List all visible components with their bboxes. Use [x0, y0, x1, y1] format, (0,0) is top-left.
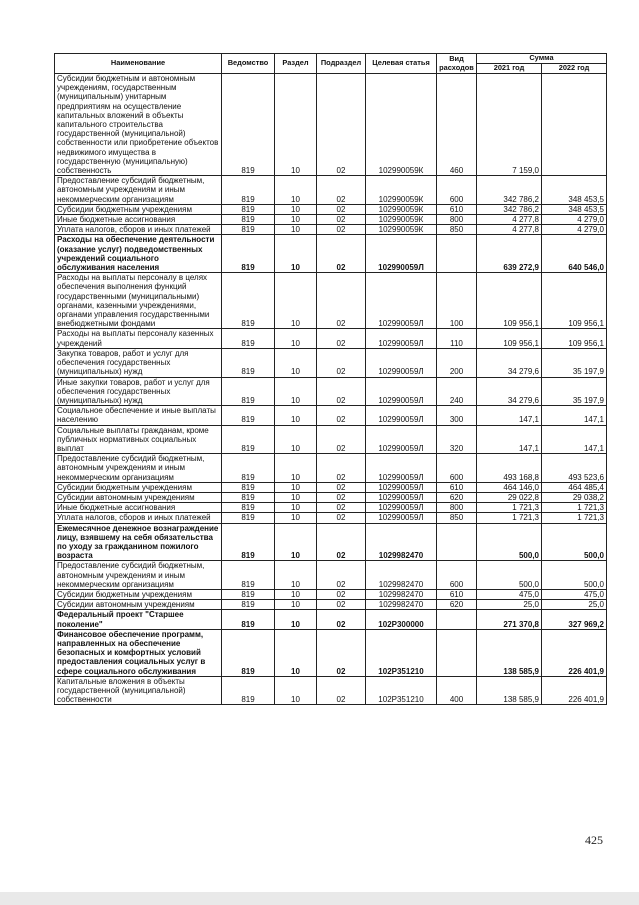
- row-razdel: 10: [275, 629, 317, 676]
- row-razdel: 10: [275, 273, 317, 329]
- row-sum-2022: 327 969,2: [542, 610, 607, 629]
- table-row: [55, 329, 607, 348]
- row-expense-type: [437, 235, 477, 273]
- row-name: Предоставление субсидий бюджетным, автономным учреждениям и иным некоммерческим организациям: [55, 454, 222, 483]
- row-expense-type: 600: [437, 176, 477, 205]
- budget-table-sheet: [54, 53, 607, 705]
- row-name: Расходы на выплаты персоналу казенных учреждений: [55, 329, 222, 348]
- row-podrazdel: 02: [317, 348, 366, 377]
- row-podrazdel: 02: [317, 235, 366, 273]
- row-expense-type: 620: [437, 600, 477, 610]
- table-row: [55, 513, 607, 523]
- row-name: Социальные выплаты гражданам, кроме публичных нормативных социальных выплат: [55, 425, 222, 454]
- row-podrazdel: 02: [317, 454, 366, 483]
- row-sum-2022: 226 401,9: [542, 629, 607, 676]
- row-expense-type: 620: [437, 492, 477, 502]
- row-target-item: 102990059Л: [366, 348, 437, 377]
- row-sum-2021: 109 956,1: [477, 329, 542, 348]
- row-razdel: 10: [275, 482, 317, 492]
- row-name: Предоставление субсидий бюджетным, автономным учреждениям и иным некоммерческим организациям: [55, 176, 222, 205]
- table-row: [55, 225, 607, 235]
- row-sum-2022: 4 279,0: [542, 215, 607, 225]
- header-target-item: Целевая статья: [366, 54, 437, 74]
- row-razdel: 10: [275, 329, 317, 348]
- row-name: Федеральный проект "Старшее поколение": [55, 610, 222, 629]
- row-name: Социальное обеспечение и иные выплаты населению: [55, 406, 222, 425]
- row-sum-2022: 4 279,0: [542, 225, 607, 235]
- row-sum-2022: 475,0: [542, 589, 607, 599]
- row-name: Расходы на обеспечение деятельности (оказание услуг) подведомственных учреждений социального обслуживания населения: [55, 235, 222, 273]
- row-razdel: 10: [275, 561, 317, 590]
- row-ved: 819: [222, 74, 275, 176]
- row-sum-2022: 348 453,5: [542, 176, 607, 205]
- table-row: [55, 676, 607, 705]
- row-name: Субсидии бюджетным и автономным учреждениям, государственным (муниципальным) унитарным предприятиям на осуществление капитальных вложений в объекты капитального строительства государственной (муниципальной) собственности или приобретение объектов недвижимого имущества в государственную (муниципальную) собственность: [55, 74, 222, 176]
- row-name: Иные закупки товаров, работ и услуг для обеспечения государственных (муниципальных) нужд: [55, 377, 222, 406]
- table-row: [55, 74, 607, 176]
- row-sum-2021: 138 585,9: [477, 676, 542, 705]
- row-razdel: 10: [275, 176, 317, 205]
- row-sum-2021: 29 022,8: [477, 492, 542, 502]
- header-2022: 2022 год: [542, 64, 607, 74]
- page-number: 425: [585, 833, 603, 847]
- row-ved: 819: [222, 482, 275, 492]
- row-razdel: 10: [275, 589, 317, 599]
- row-razdel: 10: [275, 454, 317, 483]
- row-sum-2022: 25,0: [542, 600, 607, 610]
- row-ved: 819: [222, 377, 275, 406]
- row-sum-2021: 34 279,6: [477, 377, 542, 406]
- row-sum-2022: 500,0: [542, 523, 607, 561]
- table-row: [55, 492, 607, 502]
- row-razdel: 10: [275, 204, 317, 214]
- row-target-item: 102990059К: [366, 204, 437, 214]
- row-razdel: 10: [275, 513, 317, 523]
- row-target-item: 1029982470: [366, 523, 437, 561]
- row-expense-type: 200: [437, 348, 477, 377]
- row-ved: 819: [222, 204, 275, 214]
- budget-table: [54, 53, 607, 705]
- row-sum-2022: 109 956,1: [542, 329, 607, 348]
- row-name: Расходы на выплаты персоналу в целях обеспечения выполнения функций государственными (муниципальными) органами, казенными учреждениями, органами управления государственными внебюджетными фондами: [55, 273, 222, 329]
- row-expense-type: 100: [437, 273, 477, 329]
- row-target-item: 102990059К: [366, 74, 437, 176]
- row-target-item: 102990059Л: [366, 329, 437, 348]
- row-razdel: 10: [275, 377, 317, 406]
- row-target-item: 102990059Л: [366, 492, 437, 502]
- row-target-item: 1029982470: [366, 561, 437, 590]
- row-expense-type: 460: [437, 74, 477, 176]
- table-row: [55, 377, 607, 406]
- row-name: Субсидии автономным учреждениям: [55, 600, 222, 610]
- row-sum-2021: 7 159,0: [477, 74, 542, 176]
- row-razdel: 10: [275, 235, 317, 273]
- row-target-item: 102990059Л: [366, 482, 437, 492]
- row-name: Закупка товаров, работ и услуг для обеспечения государственных (муниципальных) нужд: [55, 348, 222, 377]
- row-sum-2021: 138 585,9: [477, 629, 542, 676]
- row-podrazdel: 02: [317, 176, 366, 205]
- table-row: [55, 204, 607, 214]
- row-podrazdel: 02: [317, 600, 366, 610]
- row-sum-2022: 226 401,9: [542, 676, 607, 705]
- row-name: Ежемесячное денежное вознаграждение лицу, взявшему на себя обязательства по уходу за гражданином пожилого возраста: [55, 523, 222, 561]
- table-row: [55, 610, 607, 629]
- row-sum-2022: 464 485,4: [542, 482, 607, 492]
- row-sum-2022: 147,1: [542, 425, 607, 454]
- header-expense-type: Вид расходов: [437, 54, 477, 74]
- row-podrazdel: 02: [317, 561, 366, 590]
- row-target-item: 1029982470: [366, 589, 437, 599]
- row-razdel: 10: [275, 348, 317, 377]
- row-expense-type: 400: [437, 676, 477, 705]
- row-podrazdel: 02: [317, 74, 366, 176]
- row-sum-2021: 342 786,2: [477, 176, 542, 205]
- row-target-item: 102990059Л: [366, 273, 437, 329]
- row-target-item: 102990059Л: [366, 513, 437, 523]
- row-ved: 819: [222, 589, 275, 599]
- row-ved: 819: [222, 329, 275, 348]
- row-sum-2022: 109 956,1: [542, 273, 607, 329]
- row-sum-2021: 500,0: [477, 561, 542, 590]
- row-podrazdel: 02: [317, 225, 366, 235]
- table-row: [55, 454, 607, 483]
- bottom-strip: [0, 892, 639, 905]
- row-ved: 819: [222, 176, 275, 205]
- row-name: Иные бюджетные ассигнования: [55, 503, 222, 513]
- row-sum-2022: 1 721,3: [542, 513, 607, 523]
- row-ved: 819: [222, 225, 275, 235]
- row-expense-type: 600: [437, 454, 477, 483]
- row-expense-type: 240: [437, 377, 477, 406]
- row-razdel: 10: [275, 492, 317, 502]
- row-ved: 819: [222, 610, 275, 629]
- header-podrazdel: Подраздел: [317, 54, 366, 74]
- row-sum-2021: 147,1: [477, 406, 542, 425]
- table-row: [55, 482, 607, 492]
- row-ved: 819: [222, 406, 275, 425]
- row-razdel: 10: [275, 425, 317, 454]
- row-sum-2021: 4 277,8: [477, 215, 542, 225]
- row-expense-type: 320: [437, 425, 477, 454]
- row-podrazdel: 02: [317, 215, 366, 225]
- header-name: Наименование: [55, 54, 222, 74]
- row-podrazdel: 02: [317, 273, 366, 329]
- table-row: [55, 215, 607, 225]
- row-target-item: 102Р351210: [366, 676, 437, 705]
- row-razdel: 10: [275, 503, 317, 513]
- row-ved: 819: [222, 348, 275, 377]
- row-name: Уплата налогов, сборов и иных платежей: [55, 513, 222, 523]
- row-podrazdel: 02: [317, 610, 366, 629]
- table-row: [55, 629, 607, 676]
- row-target-item: 102990059Л: [366, 377, 437, 406]
- row-name: Иные бюджетные ассигнования: [55, 215, 222, 225]
- row-sum-2021: 271 370,8: [477, 610, 542, 629]
- row-sum-2022: 640 546,0: [542, 235, 607, 273]
- row-name: Субсидии бюджетным учреждениям: [55, 482, 222, 492]
- row-sum-2021: 493 168,8: [477, 454, 542, 483]
- row-sum-2021: 34 279,6: [477, 348, 542, 377]
- row-ved: 819: [222, 454, 275, 483]
- row-ved: 819: [222, 503, 275, 513]
- row-expense-type: 610: [437, 482, 477, 492]
- row-sum-2021: 1 721,3: [477, 503, 542, 513]
- row-target-item: 102Р300000: [366, 610, 437, 629]
- row-sum-2022: 147,1: [542, 406, 607, 425]
- row-expense-type: 110: [437, 329, 477, 348]
- header-sum: Сумма: [477, 54, 607, 64]
- header-ved: Ведомство: [222, 54, 275, 74]
- row-ved: 819: [222, 235, 275, 273]
- table-row: [55, 273, 607, 329]
- row-target-item: 102990059К: [366, 225, 437, 235]
- row-target-item: 102990059Л: [366, 454, 437, 483]
- row-name: Предоставление субсидий бюджетным, автономным учреждениям и иным некоммерческим организациям: [55, 561, 222, 590]
- row-name: Капитальные вложения в объекты государственной (муниципальной) собственности: [55, 676, 222, 705]
- row-target-item: 102Р351210: [366, 629, 437, 676]
- row-target-item: 102990059Л: [366, 406, 437, 425]
- row-podrazdel: 02: [317, 513, 366, 523]
- table-body: [55, 74, 607, 705]
- row-expense-type: 610: [437, 204, 477, 214]
- row-ved: 819: [222, 561, 275, 590]
- table-row: [55, 425, 607, 454]
- row-podrazdel: 02: [317, 204, 366, 214]
- row-ved: 819: [222, 629, 275, 676]
- row-podrazdel: 02: [317, 629, 366, 676]
- row-razdel: 10: [275, 406, 317, 425]
- row-ved: 819: [222, 600, 275, 610]
- row-ved: 819: [222, 273, 275, 329]
- row-razdel: 10: [275, 600, 317, 610]
- table-row: [55, 523, 607, 561]
- row-podrazdel: 02: [317, 406, 366, 425]
- row-target-item: 102990059К: [366, 215, 437, 225]
- row-expense-type: [437, 610, 477, 629]
- row-sum-2021: 147,1: [477, 425, 542, 454]
- row-sum-2021: 464 146,0: [477, 482, 542, 492]
- row-razdel: 10: [275, 215, 317, 225]
- row-sum-2021: 4 277,8: [477, 225, 542, 235]
- row-razdel: 10: [275, 225, 317, 235]
- row-expense-type: 300: [437, 406, 477, 425]
- row-expense-type: 850: [437, 513, 477, 523]
- table-row: [55, 589, 607, 599]
- row-expense-type: 850: [437, 225, 477, 235]
- table-row: [55, 235, 607, 273]
- row-sum-2022: 29 038,2: [542, 492, 607, 502]
- row-target-item: 1029982470: [366, 600, 437, 610]
- row-podrazdel: 02: [317, 482, 366, 492]
- row-razdel: 10: [275, 676, 317, 705]
- table-row: [55, 503, 607, 513]
- row-sum-2022: 35 197,9: [542, 377, 607, 406]
- row-ved: 819: [222, 523, 275, 561]
- row-expense-type: 610: [437, 589, 477, 599]
- row-podrazdel: 02: [317, 589, 366, 599]
- row-name: Субсидии автономным учреждениям: [55, 492, 222, 502]
- row-razdel: 10: [275, 74, 317, 176]
- row-sum-2021: 1 721,3: [477, 513, 542, 523]
- row-podrazdel: 02: [317, 329, 366, 348]
- row-ved: 819: [222, 676, 275, 705]
- row-sum-2022: 500,0: [542, 561, 607, 590]
- row-sum-2022: [542, 74, 607, 176]
- row-podrazdel: 02: [317, 377, 366, 406]
- row-sum-2021: 500,0: [477, 523, 542, 561]
- row-expense-type: [437, 629, 477, 676]
- row-ved: 819: [222, 492, 275, 502]
- row-name: Уплата налогов, сборов и иных платежей: [55, 225, 222, 235]
- row-expense-type: [437, 523, 477, 561]
- row-expense-type: 800: [437, 503, 477, 513]
- row-podrazdel: 02: [317, 425, 366, 454]
- row-sum-2021: 109 956,1: [477, 273, 542, 329]
- row-target-item: 102990059Л: [366, 425, 437, 454]
- row-podrazdel: 02: [317, 492, 366, 502]
- row-expense-type: 600: [437, 561, 477, 590]
- row-razdel: 10: [275, 610, 317, 629]
- row-sum-2022: 348 453,5: [542, 204, 607, 214]
- row-expense-type: 800: [437, 215, 477, 225]
- row-target-item: 102990059Л: [366, 503, 437, 513]
- row-name: Субсидии бюджетным учреждениям: [55, 589, 222, 599]
- table-row: [55, 348, 607, 377]
- row-name: Субсидии бюджетным учреждениям: [55, 204, 222, 214]
- row-sum-2021: 342 786,2: [477, 204, 542, 214]
- row-ved: 819: [222, 513, 275, 523]
- row-sum-2022: 1 721,3: [542, 503, 607, 513]
- header-2021: 2021 год: [477, 64, 542, 74]
- row-sum-2021: 475,0: [477, 589, 542, 599]
- table-row: [55, 600, 607, 610]
- row-ved: 819: [222, 215, 275, 225]
- row-sum-2022: 493 523,6: [542, 454, 607, 483]
- row-razdel: 10: [275, 523, 317, 561]
- row-sum-2021: 25,0: [477, 600, 542, 610]
- header-razdel: Раздел: [275, 54, 317, 74]
- row-name: Финансовое обеспечение программ, направленных на обеспечение безопасных и комфортных условий предоставления социальных услуг в сфере социального обслуживания: [55, 629, 222, 676]
- table-row: [55, 176, 607, 205]
- row-sum-2021: 639 272,9: [477, 235, 542, 273]
- table-row: [55, 406, 607, 425]
- row-target-item: 102990059Л: [366, 235, 437, 273]
- row-target-item: 102990059К: [366, 176, 437, 205]
- table-row: [55, 561, 607, 590]
- row-podrazdel: 02: [317, 503, 366, 513]
- row-podrazdel: 02: [317, 676, 366, 705]
- row-ved: 819: [222, 425, 275, 454]
- row-sum-2022: 35 197,9: [542, 348, 607, 377]
- row-podrazdel: 02: [317, 523, 366, 561]
